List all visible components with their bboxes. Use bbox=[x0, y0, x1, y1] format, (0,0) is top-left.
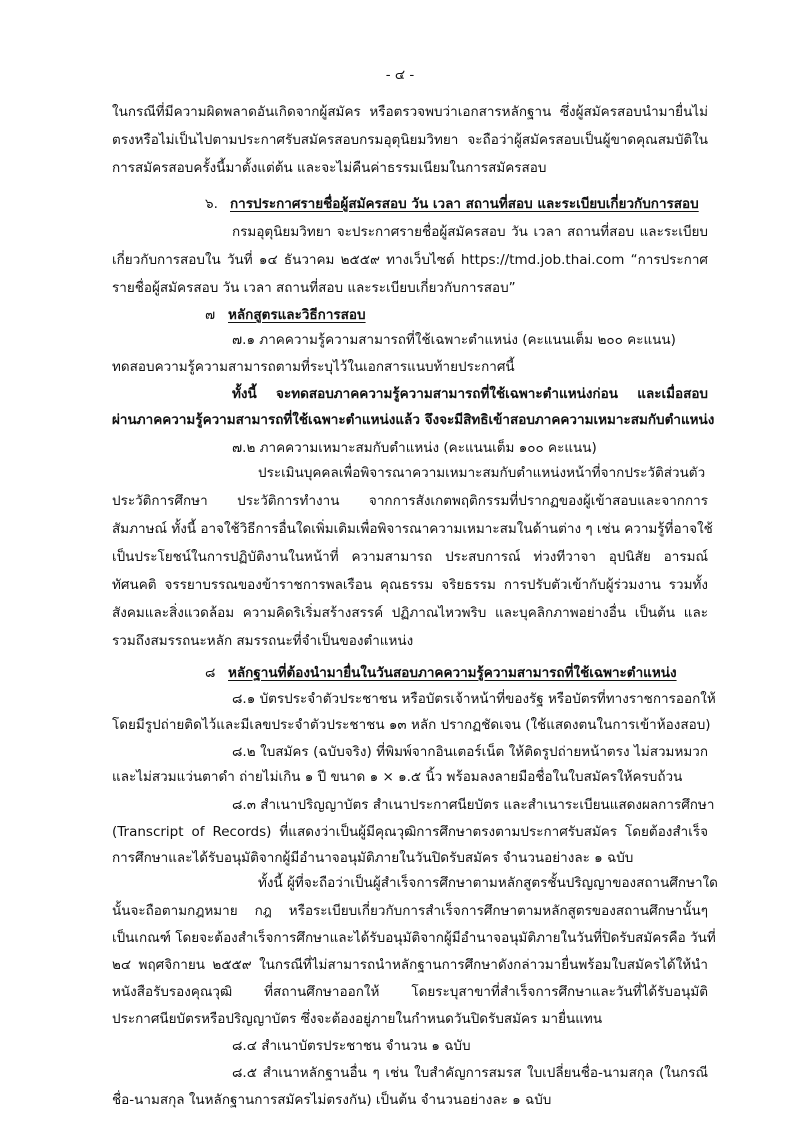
section8-3-line-3: การศึกษาและได้รับอนุมัติจากผู้มีอำนาจอนุมัติภายในวันปิดรับสมัคร จำนวนอย่างละ ๑ ฉบับ bbox=[112, 850, 634, 866]
section7-2-line-5: เป็นประโยชน์ในการปฏิบัติงานในหน้าที่ ความสามารถ ประสบการณ์ ท่วงทีวาจา อุปนิสัย อารมณ์ bbox=[112, 549, 708, 565]
section7-2-line-6: ทัศนคติ จรรยาบรรณของข้าราชการพลเรือน คุณธรรม จริยธรรม การปรับตัวเข้ากับผู้ร่วมงาน รวมทั้ง bbox=[112, 577, 708, 593]
section7-bold-line-2: ผ่านภาคความรู้ความสามารถที่ใช้เฉพาะตำแหน่งแล้ว จึงจะมีสิทธิเข้าสอบภาคความเหมาะสมกับตำแหน่ง bbox=[112, 412, 715, 428]
section8-3-line-2: (Transcript of Records) ที่แสดงว่าเป็นผู้มีคุณวุฒิการศึกษาตรงตามประกาศรับสมัคร โดยต้องสำเร็จ bbox=[112, 824, 708, 840]
section7-2-line-4: สัมภาษณ์ ทั้งนี้ อาจใช้วิธีการอื่นใดเพิ่มเติมเพื่อพิจารณาความเหมาะสมในด้านต่าง ๆ เช่น ความรู้ที่อาจใช้ bbox=[112, 521, 713, 537]
intro-line-3: การสมัครสอบครั้งนี้มาตั้งแต่ต้น และจะไม่คืนค่าธรรมเนียมในการสมัครสอบ bbox=[112, 160, 547, 176]
section8-2-line-2: และไม่สวมแว่นตาดำ ถ่ายไม่เกิน ๑ ปี ขนาด ๑ × ๑.๕ นิ้ว พร้อมลงลายมือชื่อในใบสมัครให้ครบถ้วน bbox=[112, 769, 683, 785]
section8-1-line-1: ๘.๑ บัตรประจำตัวประชาชน หรือบัตรเจ้าหน้าที่ของรัฐ หรือบัตรที่ทางราชการออกให้ bbox=[232, 691, 716, 707]
section8-3-line-7: ๒๔ พฤศจิกายน ๒๕๕๙ ในกรณีที่ไม่สามารถนำหลักฐานการศึกษาดังกล่าวมายื่นพร้อมใบสมัครได้ให้นำ bbox=[112, 957, 708, 973]
section7-2-line-3: ประวัติการศึกษา ประวัติการทำงาน จากการสังเกตพฤติกรรมที่ปรากฏของผู้เข้าสอบและจากการ bbox=[112, 493, 708, 509]
section7-1-line-2: ทดสอบความรู้ความสามารถตามที่ระบุไว้ในเอกสารแนบท้ายประกาศนี้ bbox=[112, 359, 515, 375]
section7-bold-line-1: ทั้งนี้ จะทดสอบภาคความรู้ความสามารถที่ใช้เฉพาะตำแหน่งก่อน และเมื่อสอบ bbox=[232, 386, 708, 402]
section8-3-line-5: นั้นจะถือตามกฎหมาย กฎ หรือระเบียบเกี่ยวกับการสำเร็จการศึกษาตามหลักสูตรของสถานศึกษานั้นๆ bbox=[112, 903, 708, 919]
section8-2-line-1: ๘.๒ ใบสมัคร (ฉบับจริง) ที่พิมพ์จากอินเตอร์เน็ต ให้ติดรูปถ่ายหน้าตรง ไม่สวมหมวก bbox=[232, 744, 708, 760]
section8-5-line-1: ๘.๕ สำเนาหลักฐานอื่น ๆ เช่น ใบสำคัญการสมรส ใบเปลี่ยนชื่อ-นามสกุล (ในกรณี bbox=[232, 1065, 708, 1081]
section6-heading: การประกาศรายชื่อผู้สมัครสอบ วัน เวลา สถานที่สอบ และระเบียบเกี่ยวกับการสอบ bbox=[230, 196, 699, 212]
section7-2-line-1: ๗.๒ ภาคความเหมาะสมกับตำแหน่ง (คะแนนเต็ม ๑๐๐ คะแนน) bbox=[232, 440, 597, 456]
intro-line-1: ในกรณีที่มีความผิดพลาดอันเกิดจากผู้สมัคร หรือตรวจพบว่าเอกสารหลักฐาน ซึ่งผู้สมัครสอบนำมายื่นไม่ bbox=[112, 104, 708, 120]
section7-heading: หลักสูตรและวิธีการสอบ bbox=[228, 307, 366, 323]
section8-3-line-4: ทั้งนี้ ผู้ที่จะถือว่าเป็นผู้สำเร็จการศึกษาตามหลักสูตรชั้นปริญญาของสถานศึกษาใด bbox=[258, 875, 718, 891]
section8-number: ๘ bbox=[205, 665, 216, 681]
section8-5-line-2: ชื่อ-นามสกุล ในหลักฐานการสมัครไม่ตรงกัน) เป็นต้น จำนวนอย่างละ ๑ ฉบับ bbox=[112, 1092, 552, 1108]
section7-number: ๗ bbox=[205, 307, 216, 323]
section6-number: ๖. bbox=[205, 196, 218, 212]
section8-3-line-9: ประกาศนียบัตรหรือปริญญาบัตร ซึ่งจะต้องอยู่ภายในกำหนดวันปิดรับสมัคร มายื่นแทน bbox=[112, 1011, 603, 1027]
section7-2-line-2: ประเมินบุคคลเพื่อพิจารณาความเหมาะสมกับตำแหน่งหน้าที่จากประวัติส่วนตัว bbox=[258, 465, 706, 481]
section6-line-3: รายชื่อผู้สมัครสอบ วัน เวลา สถานที่สอบ และระเบียบเกี่ยวกับการสอบ” bbox=[112, 280, 516, 296]
section7-2-line-8: รวมถึงสมรรถนะหลัก สมรรถนะที่จำเป็นของตำแหน่ง bbox=[112, 633, 414, 649]
intro-line-2: ตรงหรือไม่เป็นไปตามประกาศรับสมัครสอบกรมอุตุนิยมวิทยา จะถือว่าผู้สมัครสอบเป็นผู้ขาดคุณสมบัติใน bbox=[112, 132, 708, 148]
section7-1-line-1: ๗.๑ ภาคความรู้ความสามารถที่ใช้เฉพาะตำแหน่ง (คะแนนเต็ม ๒๐๐ คะแนน) bbox=[232, 332, 676, 348]
section8-4-line: ๘.๔ สำเนาบัตรประชาชน จำนวน ๑ ฉบับ bbox=[232, 1038, 471, 1054]
section8-3-line-6: เป็นเกณฑ์ โดยจะต้องสำเร็จการศึกษาและได้รับอนุมัติจากผู้มีอำนาจอนุมัติภายในวันที่ปิดรับสมัครคือ วันที่ bbox=[112, 930, 716, 946]
section6-line-2: เกี่ยวกับการสอบใน วันที่ ๑๔ ธันวาคม ๒๕๕๙ ทางเว็บไซต์ https://tmd.job.thai.com “การประกาศ bbox=[112, 252, 708, 268]
section7-2-line-7: สังคมและสิ่งแวดล้อม ความคิดริเริ่มสร้างสรรค์ ปฏิภาณไหวพริบ และบุคลิกภาพอย่างอื่น เป็นต้น และ bbox=[112, 605, 708, 621]
section6-line-1: กรมอุตุนิยมวิทยา จะประกาศรายชื่อผู้สมัครสอบ วัน เวลา สถานที่สอบ และระเบียบ bbox=[232, 224, 708, 240]
section8-3-line-8: หนังสือรับรองคุณวุฒิ ที่สถานศึกษาออกให้ โดยระบุสาขาที่สำเร็จการศึกษาและวันที่ได้รับอนุมัติ bbox=[112, 984, 708, 1000]
section8-3-line-1: ๘.๓ สำเนาปริญญาบัตร สำเนาประกาศนียบัตร และสำเนาระเบียนแสดงผลการศึกษา bbox=[232, 797, 715, 813]
section8-heading: หลักฐานที่ต้องนำมายื่นในวันสอบภาคความรู้ความสามารถที่ใช้เฉพาะตำแหน่ง bbox=[228, 665, 677, 681]
page-number: - ๔ - bbox=[385, 67, 415, 83]
section8-1-line-2: โดยมีรูปถ่ายติดไว้และมีเลขประจำตัวประชาชน ๑๓ หลัก ปรากฏชัดเจน (ใช้แสดงตนในการเข้าห้องสอบ) bbox=[112, 717, 711, 733]
